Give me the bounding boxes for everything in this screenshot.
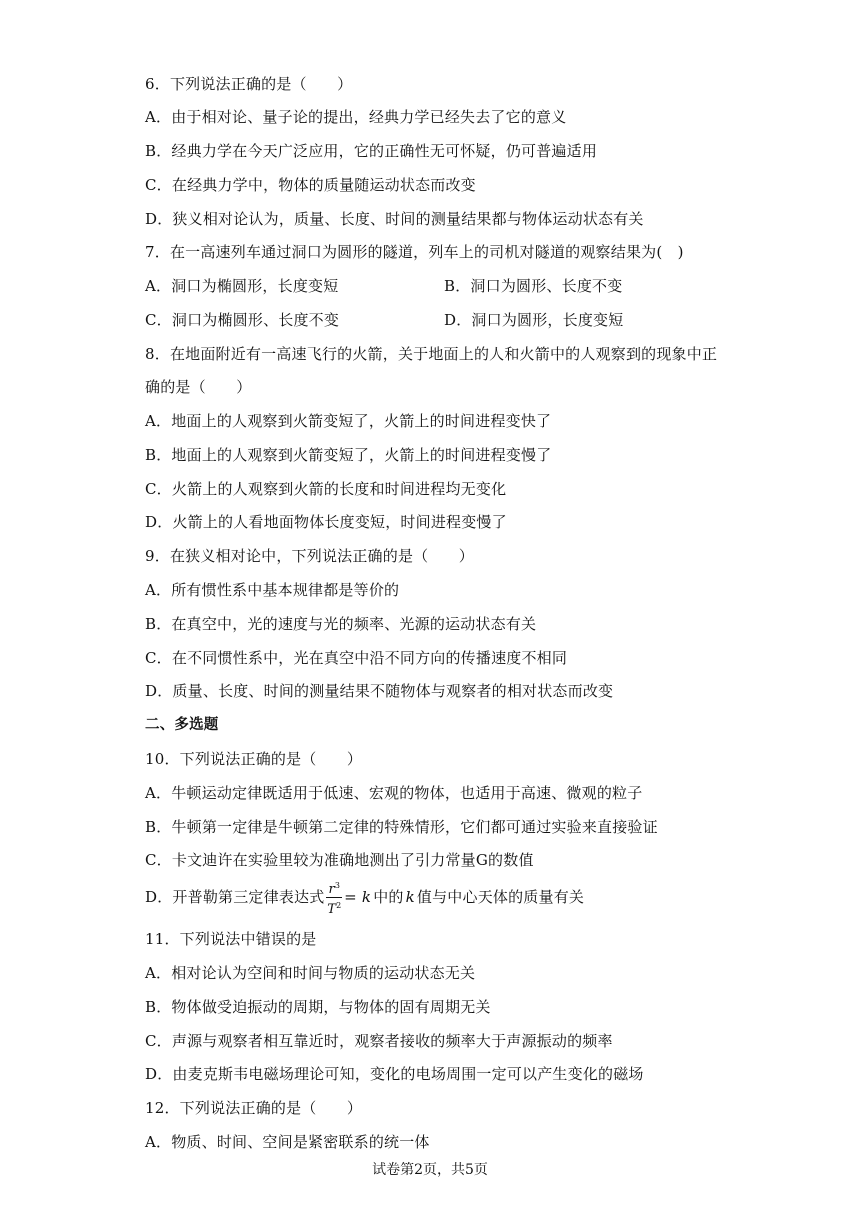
formula-numerator: $r^3$ — [328, 880, 341, 897]
question-10-option-c: C．卡文迪许在实验里较为准确地测出了引力常量G的数值 — [145, 851, 534, 869]
question-10-option-d-prefix: D．开普勒第三定律表达式 — [145, 888, 325, 906]
question-10-option-d-mid: 中的 — [373, 888, 404, 906]
question-7-option-a: A．洞口为椭圆形，长度变短 — [145, 277, 339, 295]
question-11-option-b: B．物体做受迫振动的周期，与物体的固有周期无关 — [145, 998, 491, 1016]
question-6-option-c: C．在经典力学中，物体的质量随运动状态而改变 — [145, 176, 476, 194]
question-7-stem: 7．在一高速列车通过洞口为圆形的隧道，列车上的司机对隧道的观察结果为( ) — [145, 243, 684, 261]
question-10-option-b: B．牛顿第一定律是牛顿第二定律的特殊情形，它们都可通过实验来直接验证 — [145, 818, 658, 836]
question-11-option-d: D．由麦克斯韦电磁场理论可知，变化的电场周围一定可以产生变化的磁场 — [145, 1065, 644, 1083]
kepler-formula-fraction — [326, 879, 342, 916]
question-8-stem-line1: 8．在地面附近有一高速飞行的火箭，关于地面上的人和火箭中的人观察到的现象中正 — [145, 345, 718, 363]
question-11-option-c: C．声源与观察者相互靠近时，观察者接收的频率大于声源振动的频率 — [145, 1032, 613, 1050]
question-11-option-a: A．相对论认为空间和时间与物质的运动状态无关 — [145, 964, 476, 982]
question-6-option-d: D．狭义相对论认为，质量、长度、时间的测量结果都与物体运动状态有关 — [145, 210, 644, 228]
question-9-option-b: B．在真空中，光的速度与光的频率、光源的运动状态有关 — [145, 615, 537, 633]
question-10-option-d — [145, 880, 585, 917]
formula-equals-k: = k — [344, 888, 372, 906]
question-10-option-a: A．牛顿运动定律既适用于低速、宏观的物体，也适用于高速、微观的粒子 — [145, 784, 643, 802]
question-8-option-b: B．地面上的人观察到火箭变短了，火箭上的时间进程变慢了 — [145, 446, 552, 464]
question-8-option-c: C．火箭上的人观察到火箭的长度和时间进程均无变化 — [145, 480, 507, 498]
question-10-option-d-suffix: 值与中心天体的质量有关 — [416, 888, 585, 906]
page-footer: 试卷第2页，共5页 — [372, 1162, 488, 1178]
question-11-stem: 11．下列说法中错误的是 — [145, 930, 317, 948]
question-10-stem: 10．下列说法正确的是（ ） — [145, 750, 363, 768]
question-6-option-b: B．经典力学在今天广泛应用，它的正确性无可怀疑，仍可普遍适用 — [145, 142, 598, 160]
question-7-option-d: D．洞口为圆形，长度变短 — [444, 311, 624, 329]
question-7-option-b: B．洞口为圆形、长度不变 — [444, 277, 623, 295]
question-9-option-d: D．质量、长度、时间的测量结果不随物体与观察者的相对状态而改变 — [145, 682, 614, 700]
question-6-stem: 6．下列说法正确的是（ ） — [145, 75, 353, 93]
formula-denominator: $T^2$ — [327, 900, 342, 917]
question-8-option-a: A．地面上的人观察到火箭变短了，火箭上的时间进程变快了 — [145, 412, 552, 430]
question-9-option-c: C．在不同惯性系中，光在真空中沿不同方向的传播速度不相同 — [145, 649, 568, 667]
question-8-stem-line2: 确的是（ ） — [145, 378, 252, 396]
question-7-option-c: C．洞口为椭圆形、长度不变 — [145, 311, 340, 329]
question-12-option-a: A．物质、时间、空间是紧密联系的统一体 — [145, 1133, 430, 1151]
section-heading-multiple-choice: 二、多选题 — [145, 717, 219, 733]
formula-k: k — [405, 888, 415, 906]
question-12-stem: 12．下列说法正确的是（ ） — [145, 1099, 363, 1117]
question-9-option-a: A．所有惯性系中基本规律都是等价的 — [145, 581, 400, 599]
question-6-option-a: A．由于相对论、量子论的提出，经典力学已经失去了它的意义 — [145, 108, 567, 126]
question-9-stem: 9．在狭义相对论中，下列说法正确的是（ ） — [145, 547, 474, 565]
question-8-option-d: D．火箭上的人看地面物体长度变短，时间进程变慢了 — [145, 513, 507, 531]
